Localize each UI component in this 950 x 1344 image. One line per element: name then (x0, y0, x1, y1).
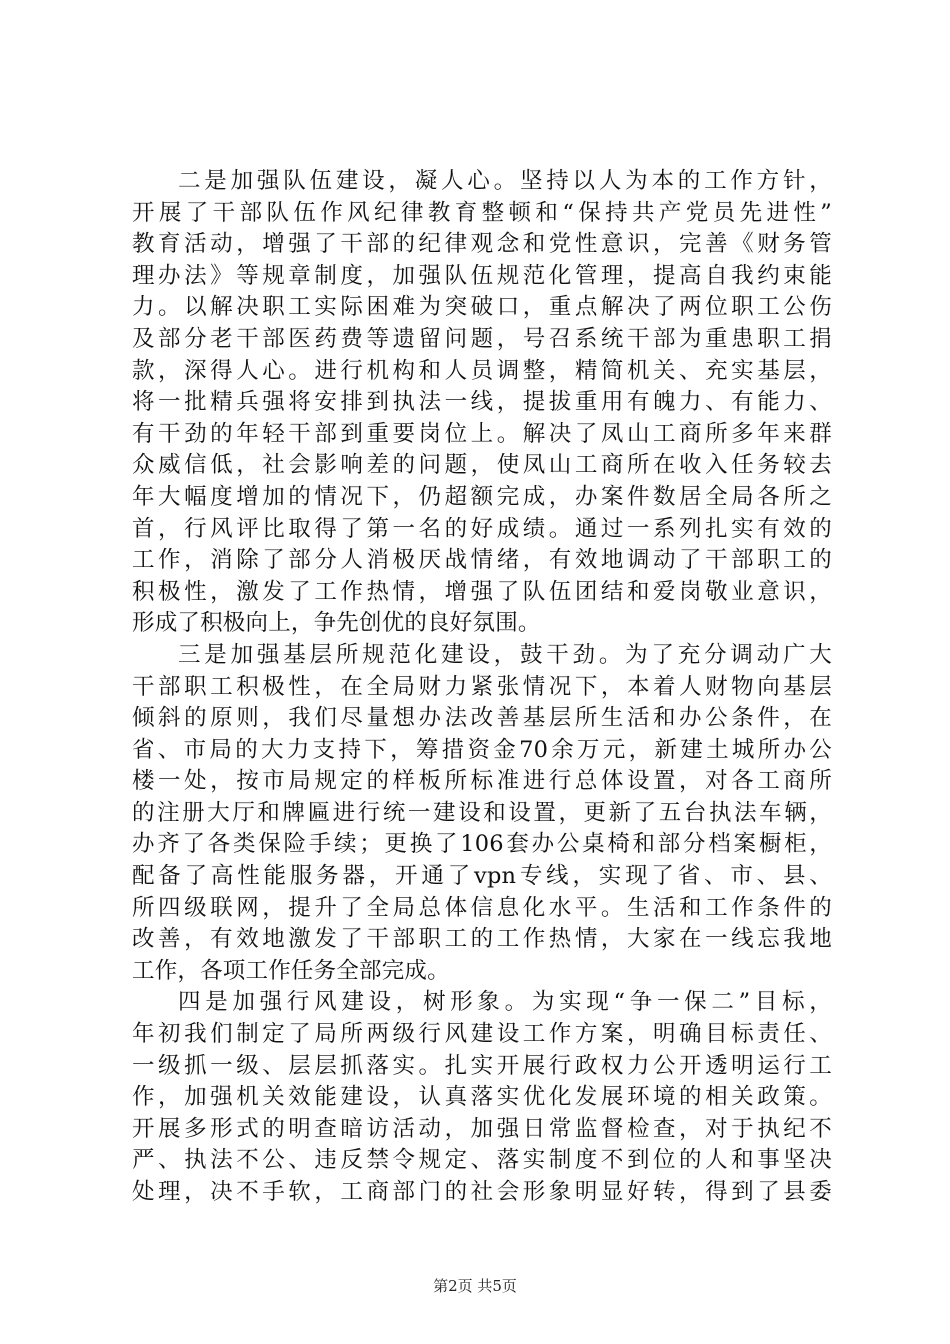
paragraph-line: 首，行风评比取得了第一名的好成绩。通过一系列扎实有效的 (132, 515, 832, 542)
paragraph-line: 工作，消除了部分人消极厌战情绪，有效地调动了干部职工的 (132, 547, 832, 574)
paragraph-line: 开展多形式的明查暗访活动，加强日常监督检查，对于执纪不 (132, 1115, 832, 1142)
paragraph-line: 开展了干部队伍作风纪律教育整顿和“保持共产党员先进性” (132, 199, 832, 226)
paragraph-line: 将一批精兵强将安排到执法一线，提拔重用有魄力、有能力、 (132, 389, 832, 416)
paragraph-line: 干部职工积极性，在全局财力紧张情况下，本着人财物向基层 (132, 673, 832, 700)
paragraph-line: 二是加强队伍建设，凝人心。坚持以人为本的工作方针， (178, 168, 832, 194)
paragraph-line: 工作，各项工作任务全部完成。 (132, 957, 450, 984)
paragraph-line: 楼一处，按市局规定的样板所标准进行总体设置，对各工商所 (132, 768, 832, 795)
paragraph-line: 四是加强行风建设，树形象。为实现“争一保二”目标， (178, 989, 832, 1016)
paragraph-line: 处理，决不手软，工商部门的社会形象明显好转，得到了县委 (132, 1179, 832, 1205)
paragraph-line: 省、市局的大力支持下，筹措资金70余万元，新建土城所办公 (132, 736, 832, 763)
paragraph-line: 积极性，激发了工作热情，增强了队伍团结和爱岗敬业意识， (132, 578, 832, 605)
paragraph-line: 形成了积极向上，争先创优的良好氛围。 (132, 610, 541, 637)
paragraph-line: 及部分老干部医药费等遗留问题，号召系统干部为重患职工捐 (132, 325, 832, 352)
paragraph-line: 一级抓一级、层层抓落实。扎实开展行政权力公开透明运行工 (132, 1052, 832, 1079)
paragraph-line: 改善，有效地激发了干部职工的工作热情，大家在一线忘我地 (132, 926, 832, 953)
paragraph-grassroots-standardization (132, 640, 832, 988)
paragraph-line: 款，深得人心。进行机构和人员调整，精简机关、充实基层， (132, 357, 832, 384)
paragraph-line: 教育活动，增强了干部的纪律观念和党性意识，完善《财务管 (132, 231, 832, 258)
paragraph-line: 的注册大厅和牌匾进行统一建设和设置，更新了五台执法车辆， (132, 799, 832, 826)
page-number-footer: 第2页 共5页 (433, 1277, 517, 1295)
paragraph-line: 有干劲的年轻干部到重要岗位上。解决了凤山工商所多年来群 (132, 420, 832, 447)
paragraph-line: 严、执法不公、违反禁令规定、落实制度不到位的人和事坚决 (132, 1147, 832, 1174)
paragraph-line: 众威信低，社会影响差的问题，使凤山工商所在收入任务较去 (132, 452, 832, 479)
paragraph-team-building (132, 166, 832, 640)
paragraph-line: 作，加强机关效能建设，认真落实优化发展环境的相关政策。 (132, 1084, 832, 1111)
paragraph-line: 力。以解决职工实际困难为突破口，重点解决了两位职工公伤 (132, 294, 832, 321)
paragraph-line: 理办法》等规章制度，加强队伍规范化管理，提高自我约束能 (132, 262, 832, 289)
paragraph-line: 办齐了各类保险手续；更换了106套办公桌椅和部分档案橱柜， (132, 831, 832, 858)
paragraph-line: 倾斜的原则，我们尽量想办法改善基层所生活和办公条件，在 (132, 705, 832, 732)
paragraph-line: 配备了高性能服务器，开通了vpn专线，实现了省、市、县、 (132, 863, 832, 890)
paragraph-line: 年大幅度增加的情况下，仍超额完成，办案件数居全局各所之 (132, 483, 832, 510)
paragraph-line: 年初我们制定了局所两级行风建设工作方案，明确目标责任、 (132, 1021, 832, 1048)
document-body (132, 166, 832, 1209)
paragraph-line: 三是加强基层所规范化建设，鼓干劲。为了充分调动广大 (178, 641, 832, 668)
paragraph-line: 所四级联网，提升了全局总体信息化水平。生活和工作条件的 (132, 894, 832, 921)
paragraph-conduct-building (132, 987, 832, 1208)
